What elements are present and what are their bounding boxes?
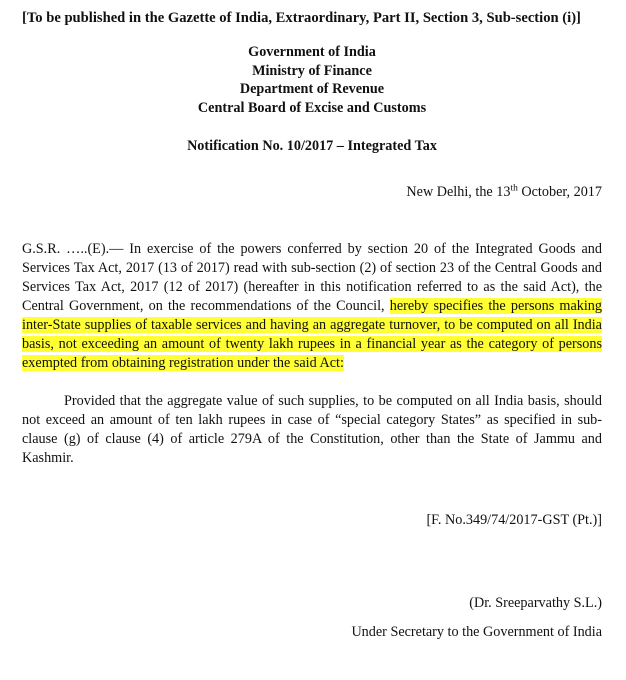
gsr-paragraph	[22, 240, 602, 373]
file-number: [F. No.349/74/2017-GST (Pt.)]	[426, 512, 602, 528]
heading-board: Central Board of Excise and Customs	[197, 99, 427, 116]
heading-department: Department of Revenue	[239, 81, 385, 97]
place-date-suffix: October, 2017	[517, 184, 602, 200]
gazette-header: [To be published in the Gazette of India, Extraordinary, Part II, Section 3, Sub-section (i)]	[22, 10, 581, 26]
signatory-designation: Under Secretary to the Government of India	[351, 624, 602, 640]
proviso-paragraph: Provided that the aggregate value of such supplies, to be computed on all India basis, should not exceed an amount of ten lakh rupees in case of “special category States” as specified in sub-clause (g) of clause (4) of article 279A of the Constitution, other than the State of Jammu and Kashmir.	[22, 393, 602, 466]
place-date	[22, 183, 602, 202]
heading-ministry: Ministry of Finance	[252, 62, 372, 79]
heading-government: Government of India	[248, 44, 376, 60]
gsr-text: G.S.R. …..(E).— In exercise of the powers conferred by section 20 of the Integrated Goods and Services Tax Act, 2017 (13 of 2017) read with sub-section (2) of section 23 of the Central Goods and Services Tax Act, 2017 (12 of 2017) (hereafter in this notification referred to as the said Act), the Central Government, on the recommendations of the Council,	[22, 241, 602, 314]
issuing-authority-heading	[22, 43, 602, 117]
notification-title: Notification No. 10/2017 – Integrated Tax	[187, 138, 437, 154]
place-date-ordinal: th	[510, 183, 518, 194]
signatory-name: (Dr. Sreeparvathy S.L.)	[469, 595, 602, 611]
place-date-prefix: New Delhi, the 13	[406, 184, 511, 200]
highlighted-text: hereby specifies the persons making inter-State supplies of taxable services and having an aggregate turnover, to be computed on all India basis, not exceeding an amount of twenty lakh rupees in a financial year as the category of persons exempted from obtaining registration under the said Act:	[22, 298, 602, 371]
